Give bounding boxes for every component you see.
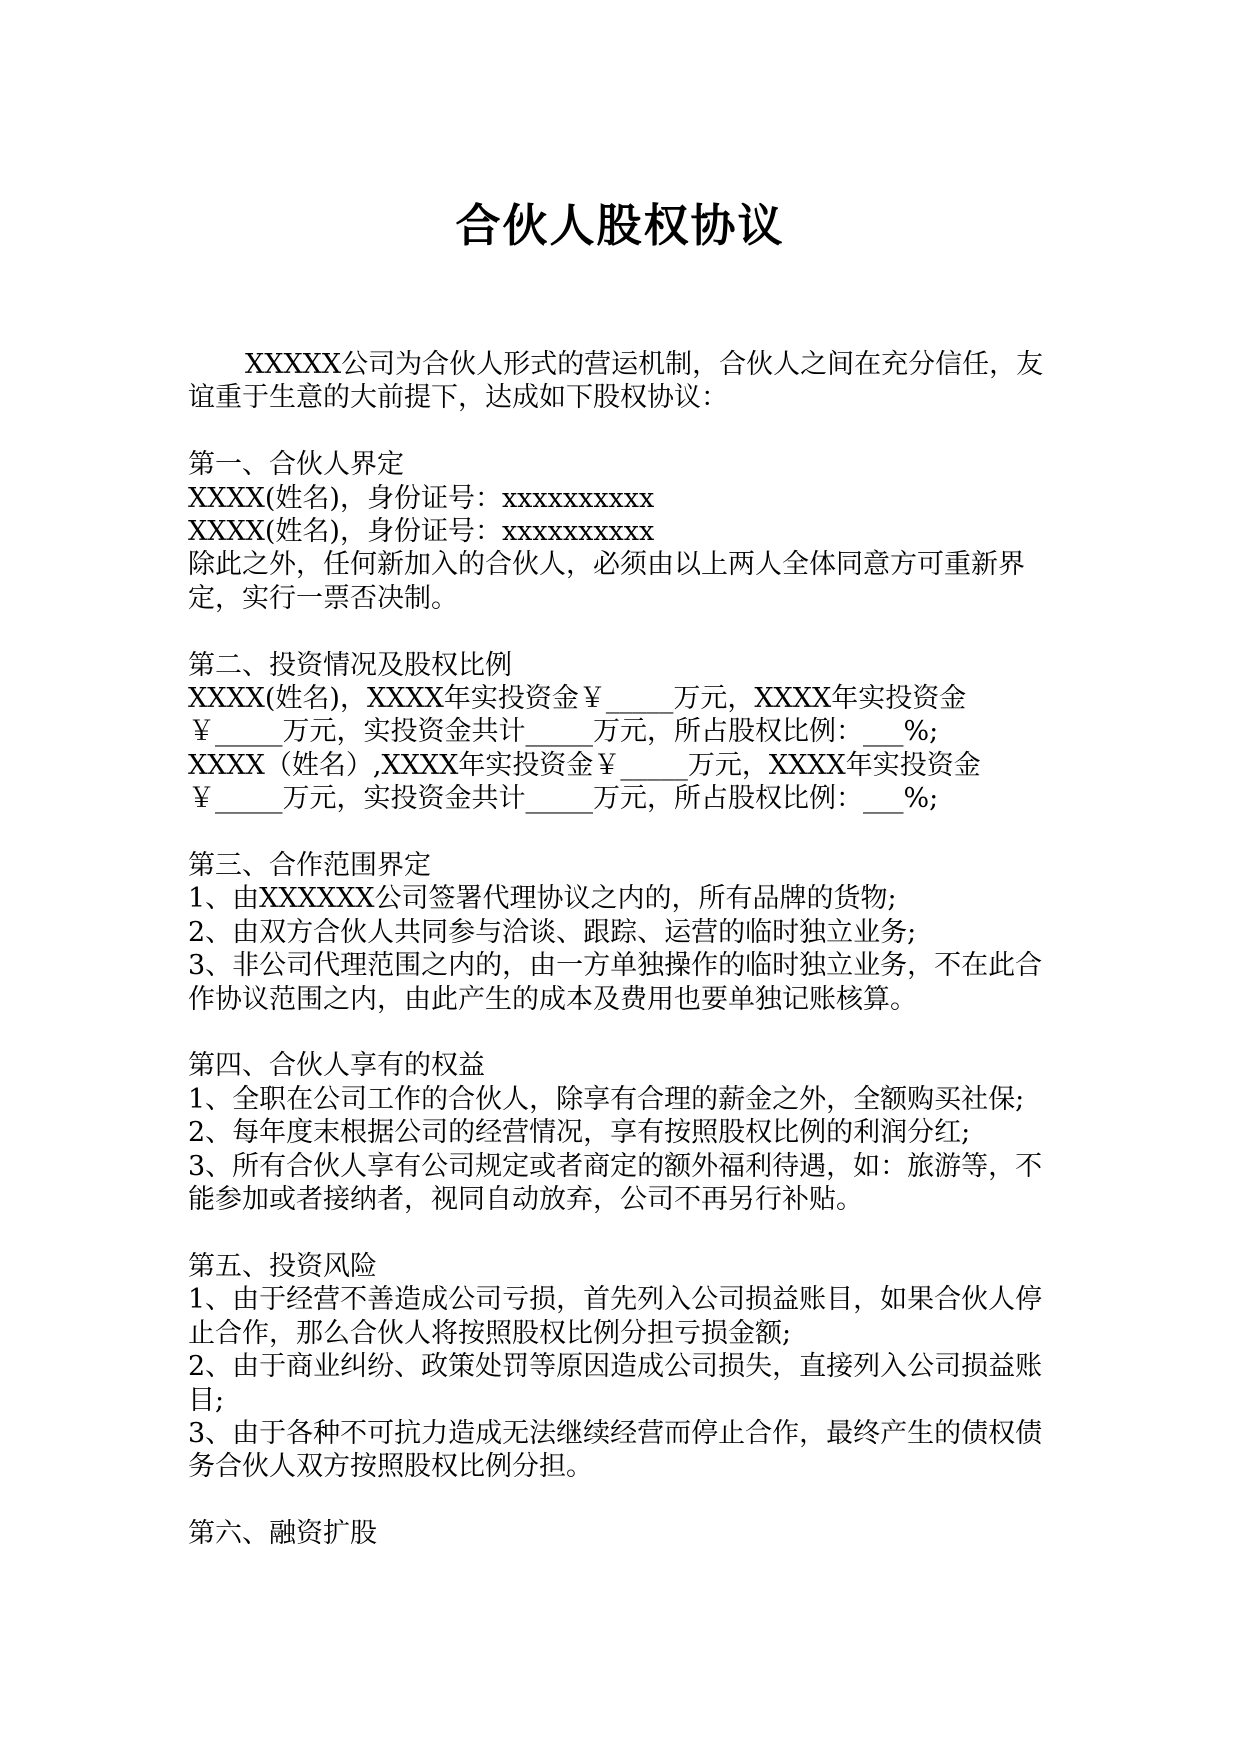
- section-line: 2、由于商业纠纷、政策处罚等原因造成公司损失，直接列入公司损益账目;: [188, 1351, 1043, 1416]
- section-line: 3、所有合伙人享有公司规定或者商定的额外福利待遇，如：旅游等，不能参加或者接纳者，视同自动放弃，公司不再另行补贴。: [188, 1150, 1043, 1216]
- section-2: [188, 649, 1054, 816]
- section-line: XXXX(姓名)，身份证号：xxxxxxxxxx: [188, 482, 655, 514]
- paragraph-gap: [188, 1217, 1054, 1250]
- section-heading: 第三、合作范围界定: [188, 850, 431, 882]
- paragraph-gap: [188, 415, 1054, 448]
- document-title: 合伙人股权协议: [455, 199, 785, 252]
- section-4: [188, 1049, 1054, 1216]
- section-line: 2、每年度末根据公司的经营情况，享有按照股权比例的利润分红;: [188, 1117, 971, 1149]
- section-line: XXXX(姓名)，身份证号：xxxxxxxxxx: [188, 516, 655, 548]
- section-heading: 第一、合伙人界定: [188, 449, 404, 481]
- section-line: 1、由于经营不善造成公司亏损，首先列入公司损益账目，如果合伙人停止合作，那么合伙人将按照股权比例分担亏损金额;: [188, 1284, 1043, 1349]
- section-line: 1、全职在公司工作的合伙人，除享有合理的薪金之外，全额购买社保;: [188, 1083, 1025, 1115]
- section-heading: 第四、合伙人享有的权益: [188, 1050, 485, 1082]
- section-line: XXXX(姓名)，XXXX年实投资金￥_____万元，XXXX年实投资金￥_____万元，实投资金共计_____万元，所占股权比例：___%;: [188, 683, 967, 748]
- section-line: 3、非公司代理范围之内的，由一方单独操作的临时独立业务，不在此合作协议范围之内，由此产生的成本及费用也要单独记账核算。: [188, 950, 1043, 1015]
- section-heading: 第六、融资扩股: [188, 1518, 377, 1550]
- paragraph-gap: [188, 1016, 1054, 1049]
- section-1: [188, 448, 1054, 615]
- intro-paragraph: XXXXX公司为合伙人形式的营运机制，合伙人之间在充分信任，友谊重于生意的大前提下，达成如下股权协议：: [188, 349, 1044, 414]
- section-6: [188, 1517, 1054, 1550]
- section-line: XXXX（姓名）,XXXX年实投资金￥_____万元，XXXX年实投资金￥_____万元，实投资金共计_____万元，所占股权比例：___%;: [188, 749, 981, 815]
- section-heading: 第五、投资风险: [188, 1250, 377, 1282]
- document-body: [188, 348, 1054, 1551]
- section-line: 3、由于各种不可抗力造成无法继续经营而停止合作，最终产生的债权债务合伙人双方按照股权比例分担。: [188, 1417, 1043, 1483]
- section-5: [188, 1250, 1054, 1484]
- section-line: 除此之外，任何新加入的合伙人，必须由以上两人全体同意方可重新界定，实行一票否决制。: [188, 549, 1025, 614]
- section-heading: 第二、投资情况及股权比例: [188, 649, 512, 681]
- section-line: 1、由XXXXXX公司签署代理协议之内的，所有品牌的货物;: [188, 883, 897, 915]
- paragraph-gap: [188, 615, 1054, 648]
- section-3: [188, 849, 1054, 1016]
- paragraph-gap: [188, 1484, 1054, 1517]
- section-line: 2、由双方合伙人共同参与洽谈、跟踪、运营的临时独立业务;: [188, 916, 917, 948]
- paragraph-gap: [188, 816, 1054, 849]
